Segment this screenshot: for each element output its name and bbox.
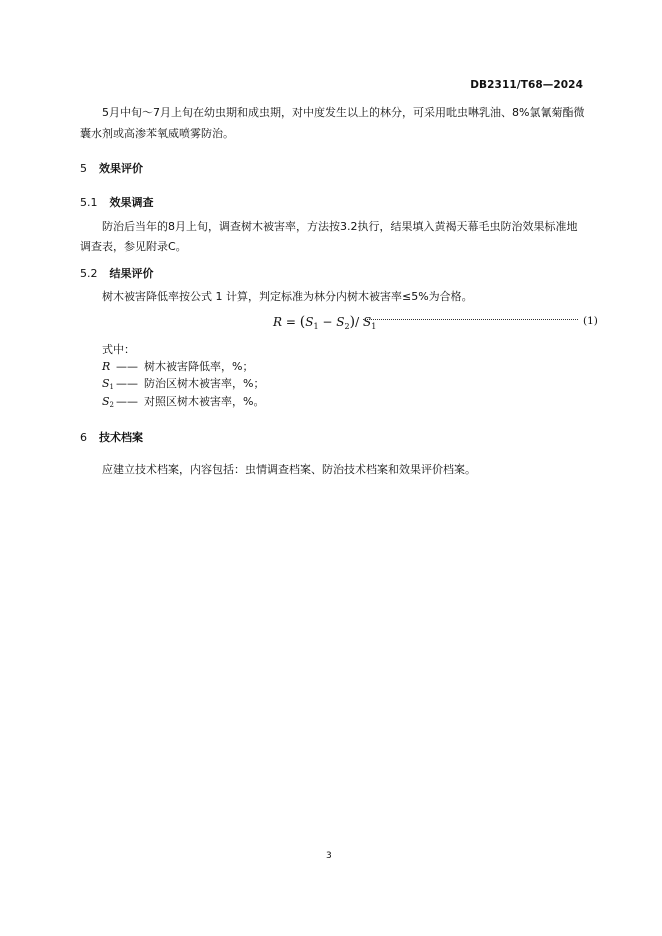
formula-number: (1) [583,315,598,327]
variable-symbol: $S_1$ [102,377,115,391]
standard-code: DB2311/T68—2024 [470,79,583,91]
page-number: 3 [326,851,332,861]
section-6-text: 应建立技术档案，内容包括：虫情调查档案、防治技术档案和效果评价档案。 [102,463,476,476]
section-5-1-heading [80,194,154,210]
section-5-1-number: 5.1 [80,196,98,209]
section-5-2-title: 结果评价 [109,267,154,280]
variable-dash: —— [116,377,138,390]
variable-dash: —— [116,395,138,408]
formula-1 [273,314,376,331]
where-label: 式中： [102,343,135,356]
section-5-1-title: 效果调查 [109,196,154,209]
variable-row-s2 [102,395,264,412]
variable-desc: 树木被害降低率，%； [144,360,254,373]
section-5-1-line1: 防治后当年的8月上旬，调查树木被害率，方法按3.2执行，结果填入黄褐天幕毛虫防治效果标准地 [102,220,578,233]
formula-lhs: R [273,315,283,329]
variable-symbol: $S_2$ [102,395,115,409]
section-5-1-line2: 调查表，参见附录C。 [80,240,187,253]
intro-paragraph-line2: 囊水剂或高渗苯氧威喷雾防治。 [80,127,234,140]
section-5-2-text: 树木被害降低率按公式 1 计算，判定标准为林分内树木被害率≤5%为合格。 [102,290,473,303]
variable-symbol: R [102,360,111,373]
formula-s1b-sub: 1 [371,322,377,331]
formula-minus: − [322,315,333,329]
formula-open-paren: ( [299,314,306,330]
formula-equals: = [285,315,296,329]
intro-paragraph-line1: 5月中旬～7月上旬在幼虫期和成虫期，对中度发生以上的林分，可采用吡虫啉乳油、8%氯氰菊酯微 [102,106,585,119]
section-6-heading [80,429,143,445]
formula-close-paren: ) [349,314,356,330]
variable-row-s1 [102,377,264,394]
section-5-2-number: 5.2 [80,267,98,280]
section-6-number: 6 [80,431,87,444]
section-5-2-heading [80,265,154,281]
formula-divide: / [355,315,360,329]
variable-dash: —— [116,360,138,373]
variable-row-r [102,360,253,377]
variable-desc: 防治区树木被害率，%； [144,377,265,390]
formula-leader-dots [363,318,578,320]
section-6-title: 技术档案 [99,431,143,444]
formula-s2-sub: 2 [344,322,350,331]
formula-s1b: S [362,315,372,329]
formula-s1: S [305,315,314,329]
variable-desc: 对照区树木被害率，%。 [144,395,265,408]
formula-s2: S [336,315,345,329]
section-5-title: 效果评价 [99,162,143,175]
formula-s1-sub: 1 [313,322,319,331]
section-5-number: 5 [80,162,87,175]
section-5-heading [80,160,143,176]
